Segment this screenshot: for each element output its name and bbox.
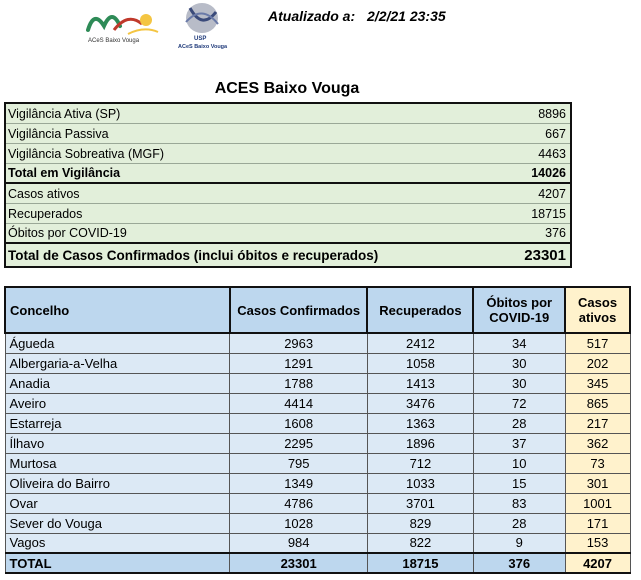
cell-ativos: 153 [565, 533, 630, 553]
cell-ativos: 345 [565, 373, 630, 393]
cell-recuperados: 3701 [367, 493, 473, 513]
table-row [5, 513, 630, 533]
cell-obitos: 30 [473, 373, 565, 393]
table-row [5, 413, 630, 433]
header-obitos-line2: COVID-19 [489, 310, 550, 325]
summary-row [6, 124, 570, 144]
cell-recuperados: 1363 [367, 413, 473, 433]
cell-recuperados: 712 [367, 453, 473, 473]
cell-confirmados: 23301 [230, 553, 368, 573]
cell-concelho: Anadia [5, 373, 230, 393]
summary-value: 14026 [531, 166, 566, 180]
cell-confirmados: 2295 [230, 433, 368, 453]
cell-obitos: 37 [473, 433, 565, 453]
summary-label: Recuperados [8, 206, 83, 221]
cell-obitos: 28 [473, 413, 565, 433]
table-header-row [5, 287, 630, 333]
cell-obitos: 9 [473, 533, 565, 553]
table-row [5, 493, 630, 513]
cell-confirmados: 2963 [230, 333, 368, 353]
cell-recuperados: 1058 [367, 353, 473, 373]
cell-ativos: 865 [565, 393, 630, 413]
cell-recuperados: 822 [367, 533, 473, 553]
svg-text:USP: USP [194, 36, 207, 42]
summary-label: Vigilância Passiva [8, 126, 109, 141]
cell-obitos: 10 [473, 453, 565, 473]
updated-timestamp [268, 8, 446, 24]
cell-recuperados: 1033 [367, 473, 473, 493]
cell-obitos: 28 [473, 513, 565, 533]
cell-ativos: 517 [565, 333, 630, 353]
summary-row [6, 184, 570, 204]
cell-recuperados: 1413 [367, 373, 473, 393]
table-row [5, 473, 630, 493]
concelhos-table [4, 286, 631, 574]
cell-ativos: 202 [565, 353, 630, 373]
svg-text:ACeS Baixo Vouga: ACeS Baixo Vouga [88, 38, 140, 44]
table-row [5, 533, 630, 553]
cell-obitos: 72 [473, 393, 565, 413]
cell-confirmados: 1291 [230, 353, 368, 373]
summary-label: Vigilância Ativa (SP) [8, 106, 121, 121]
cell-recuperados: 18715 [367, 553, 473, 573]
cell-concelho: TOTAL [5, 553, 230, 573]
cell-concelho: Albergaria-a-Velha [5, 353, 230, 373]
cell-concelho: Aveiro [5, 393, 230, 413]
header-ativos [565, 287, 630, 333]
cell-concelho: Sever do Vouga [5, 513, 230, 533]
summary-row-total-confirmados [6, 244, 570, 266]
header-obitos-line1: Óbitos por [486, 295, 553, 310]
cell-confirmados: 1788 [230, 373, 368, 393]
cell-obitos: 83 [473, 493, 565, 513]
summary-label: Total em Vigilância [8, 166, 121, 180]
summary-value: 667 [545, 126, 566, 141]
summary-value: 23301 [524, 246, 566, 264]
summary-row-total-vigilancia [6, 164, 570, 184]
summary-label: Casos ativos [8, 186, 80, 201]
summary-value: 18715 [531, 206, 566, 221]
header-ativos-line1: Casos [578, 295, 618, 310]
cell-ativos: 217 [565, 413, 630, 433]
cell-concelho: Estarreja [5, 413, 230, 433]
cell-confirmados: 4786 [230, 493, 368, 513]
cell-confirmados: 795 [230, 453, 368, 473]
table-row [5, 353, 630, 373]
cell-confirmados: 1608 [230, 413, 368, 433]
cell-recuperados: 1896 [367, 433, 473, 453]
header-confirmados: Casos Confirmados [230, 287, 368, 333]
updated-label: Atualizado a: [268, 8, 356, 24]
svg-text:ACeS Baixo Vouga: ACeS Baixo Vouga [178, 44, 228, 50]
table-row [5, 433, 630, 453]
cell-recuperados: 2412 [367, 333, 473, 353]
header-concelho: Concelho [5, 287, 230, 333]
summary-row [6, 104, 570, 124]
table-row [5, 393, 630, 413]
summary-label: Óbitos por COVID-19 [8, 226, 127, 240]
table-row [5, 453, 630, 473]
cell-ativos: 4207 [565, 553, 630, 573]
cell-confirmados: 1349 [230, 473, 368, 493]
cell-concelho: Oliveira do Bairro [5, 473, 230, 493]
updated-value: 2/2/21 23:35 [367, 8, 446, 24]
cell-concelho: Águeda [5, 333, 230, 353]
summary-value: 4207 [538, 186, 566, 201]
usp-logo [172, 0, 238, 50]
summary-row [6, 204, 570, 224]
cell-ativos: 362 [565, 433, 630, 453]
cell-confirmados: 984 [230, 533, 368, 553]
cell-concelho: Vagos [5, 533, 230, 553]
cell-confirmados: 1028 [230, 513, 368, 533]
cell-concelho: Ílhavo [5, 433, 230, 453]
cell-concelho: Murtosa [5, 453, 230, 473]
summary-value: 376 [545, 226, 566, 240]
cell-recuperados: 829 [367, 513, 473, 533]
cell-obitos: 15 [473, 473, 565, 493]
cell-ativos: 1001 [565, 493, 630, 513]
cell-confirmados: 4414 [230, 393, 368, 413]
aces-logo [84, 4, 164, 46]
summary-label: Vigilância Sobreativa (MGF) [8, 146, 165, 161]
summary-value: 4463 [538, 146, 566, 161]
cell-recuperados: 3476 [367, 393, 473, 413]
summary-value: 8896 [538, 106, 566, 121]
summary-label: Total de Casos Confirmados (inclui óbitos e recuperados) [8, 247, 379, 263]
summary-table [4, 102, 572, 268]
header-obitos [473, 287, 565, 333]
table-row [5, 333, 630, 353]
cell-concelho: Ovar [5, 493, 230, 513]
page-title: ACES Baixo Vouga [214, 80, 360, 97]
cell-obitos: 34 [473, 333, 565, 353]
header-recuperados: Recuperados [367, 287, 473, 333]
summary-row [6, 224, 570, 244]
cell-ativos: 171 [565, 513, 630, 533]
cell-obitos: 30 [473, 353, 565, 373]
cell-ativos: 73 [565, 453, 630, 473]
cell-ativos: 301 [565, 473, 630, 493]
header-ativos-line2: ativos [578, 310, 617, 325]
table-row [5, 373, 630, 393]
summary-row [6, 144, 570, 164]
cell-obitos: 376 [473, 553, 565, 573]
table-total-row [5, 553, 630, 573]
